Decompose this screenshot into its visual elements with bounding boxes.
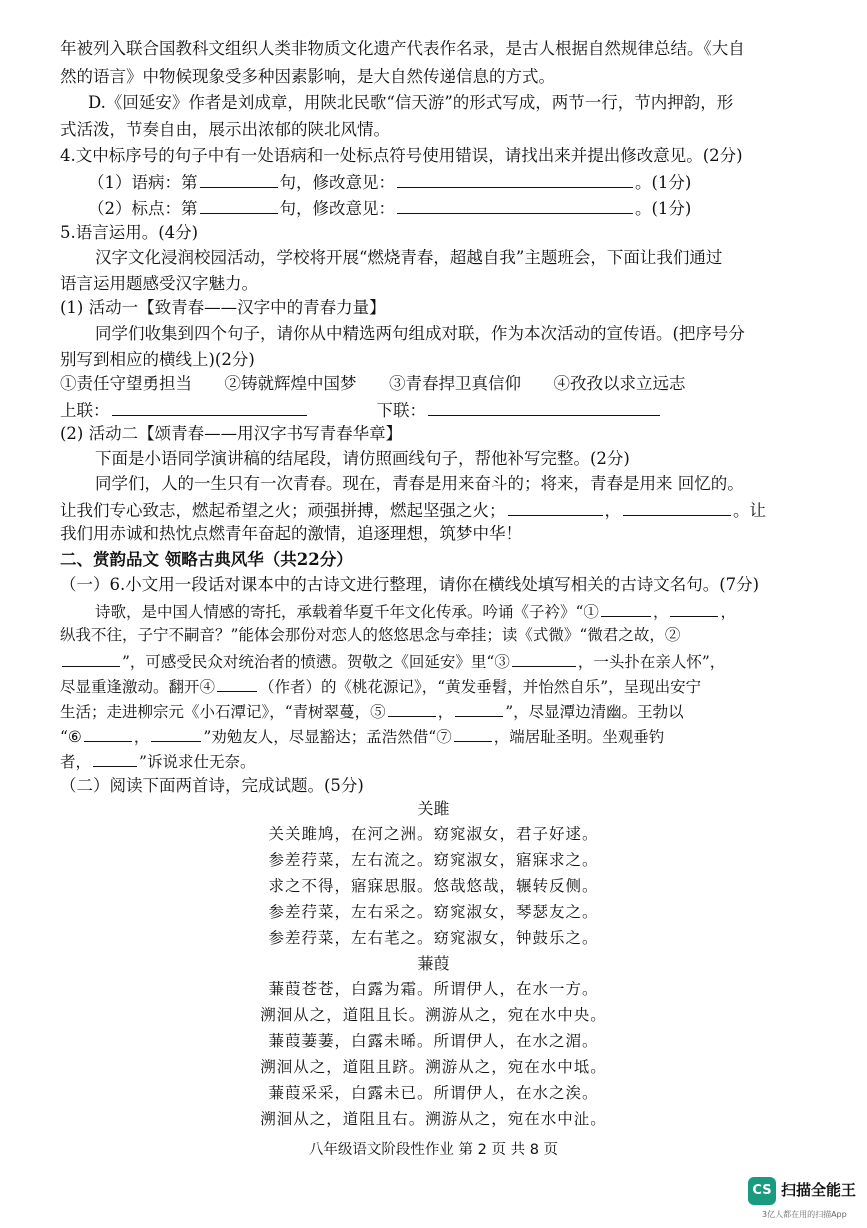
camscanner-logo-icon: CS (748, 1177, 776, 1205)
activity-2-title: (2) 活动二【颂青春——用汉字书写青春华章】 (60, 424, 403, 443)
q4-2-end: 。(1分) (635, 199, 692, 218)
q4-1-end: 。(1分) (635, 173, 692, 192)
answer-blank[interactable] (623, 498, 731, 516)
text-line: 纵我不往，子宁不嗣音？”能体会那份对恋人的悠悠思念与牵挂；读《式微》“微君之故，② (60, 626, 681, 644)
text-line: 下面是小语同学演讲稿的结尾段，请仿照画线句子，帮他补写完整。(2分) (95, 449, 630, 468)
text-segment: ”，可感受民众对统治者的愤懑。贺敬之《回延安》里“③ (122, 653, 510, 671)
section-2-part-2: （二）阅读下面两首诗，完成试题。(5分) (60, 776, 364, 795)
q4-item-1 (88, 170, 828, 194)
option-2: ②铸就辉煌中国梦 (224, 374, 357, 393)
answer-blank[interactable] (455, 699, 503, 717)
activity-1-title: (1) 活动一【致青春——汉字中的青春力量】 (60, 298, 386, 317)
answer-blank[interactable] (388, 699, 436, 717)
answer-blank[interactable] (84, 724, 132, 742)
text-segment: 诗歌，是中国人情感的寄托，承载着华夏千年文化传承。吟诵《子衿》“① (95, 603, 599, 621)
text-line: 年被列入联合国教科文组织人类非物质文化遗产代表作名录，是古人根据自然规律总结。《大自 (60, 39, 745, 58)
answer-blank[interactable] (200, 196, 278, 214)
poem-1-line: 关关雎鸠，在河之洲。窈窕淑女，君子好逑。 (268, 825, 599, 843)
text-line (60, 498, 800, 522)
poem-2-line: 蒹葭萋萋，白露未晞。所谓伊人，在水之湄。 (268, 1032, 599, 1050)
text-segment: （作者）的《桃花源记》，“黄发垂髫，并怡然自乐”，呈现出安宁 (259, 678, 702, 696)
option-4: ④孜孜以求立远志 (553, 374, 686, 393)
couplet-answer (60, 398, 800, 422)
poem-2-line: 溯洄从之，道阻且长。溯游从之，宛在水中央。 (260, 1006, 607, 1024)
text-segment: ， (720, 603, 736, 621)
text-line (60, 724, 800, 748)
poem-2-line: 蒹葭采采，白露未已。所谓伊人，在水之涘。 (268, 1084, 599, 1102)
question-5: 5.语言运用。(4分) (60, 223, 199, 242)
text-segment: ， (133, 728, 150, 746)
poem-1-line: 参差荇菜，左右采之。窈窕淑女，琴瑟友之。 (268, 903, 599, 921)
scanner-watermark (748, 1173, 858, 1221)
upper-couplet-blank[interactable] (112, 398, 307, 416)
option-3: ③青春捍卫真信仰 (389, 374, 521, 393)
text-line: 式活泼，节奏自由，展示出浓郁的陕北风情。 (60, 120, 390, 139)
answer-blank[interactable] (512, 649, 576, 667)
text-segment: 生活；走进柳宗元《小石潭记》，“青树翠蔓，⑤ (60, 703, 386, 721)
poem-2-line: 溯洄从之，道阻且右。溯游从之，宛在水中沚。 (260, 1110, 607, 1128)
question-4: 4.文中标序号的句子中有一处语病和一处标点符号使用错误，请找出来并提出修改意见。(2分) (60, 146, 743, 165)
answer-blank[interactable] (601, 599, 651, 617)
page-footer: 八年级语文阶段性作业 第 2 页 共 8 页 (308, 1142, 559, 1158)
q4-2-mid: 句，修改意见： (279, 199, 395, 218)
poem-2-line: 蒹葭苍苍，白露为霜。所谓伊人，在水一方。 (268, 980, 599, 998)
poem-1-title: 关雎 (417, 799, 450, 818)
poem-2-title: 蒹葭 (417, 954, 450, 973)
answer-blank[interactable] (454, 724, 492, 742)
text-segment: 者， (60, 753, 92, 771)
text-line (60, 649, 800, 673)
text-line: 同学们，人的一生只有一次青春。现在，青春是用来奋斗的；将来，青春是用来 回忆的。 (95, 474, 744, 493)
q4-item-2 (88, 196, 828, 220)
text-line (60, 699, 800, 723)
answer-blank[interactable] (200, 170, 278, 188)
text-line: 同学们收集到四个句子，请你从中精选两句组成对联，作为本次活动的宣传语。(把序号分 (95, 324, 745, 343)
text-segment: ”，尽显潭边清幽。王勃以 (505, 703, 684, 721)
answer-blank[interactable] (62, 649, 120, 667)
lower-couplet-blank[interactable] (428, 398, 660, 416)
text-line (60, 749, 800, 773)
answer-blank[interactable] (93, 749, 137, 767)
poem-1-line: 参差荇菜，左右流之。窈窕淑女，寤寐求之。 (268, 851, 599, 869)
answer-blank[interactable] (508, 498, 603, 516)
poem-1-line: 求之不得，寤寐思服。悠哉悠哉，辗转反侧。 (268, 877, 599, 895)
watermark-name: 扫描全能王 (781, 1181, 857, 1199)
text-segment: ，端居耻圣明。坐观垂钓 (493, 728, 665, 746)
text-segment: 尽显重逢激动。翻开④ (60, 678, 216, 696)
text-line: 语言运用题感受汉字魅力。 (60, 274, 258, 293)
text-line (95, 599, 835, 623)
lower-couplet-label: 下联： (376, 401, 426, 420)
answer-blank[interactable] (397, 170, 633, 188)
text-segment: ， (604, 501, 621, 520)
text-line (60, 674, 800, 698)
text-segment: ”诉说求仕无奈。 (139, 753, 256, 771)
text-segment: “⑥ (60, 728, 82, 746)
q4-1-label: （1）语病：第 (88, 173, 198, 192)
text-segment: 让我们专心致志，燃起希望之火；顽强拼搏，燃起坚强之火； (60, 501, 506, 520)
section-2-heading: 二、赏韵品文 领略古典风华（共22分） (60, 550, 353, 569)
text-segment: 。让 (733, 501, 766, 520)
upper-couplet-label: 上联： (60, 401, 110, 420)
text-segment: ， (437, 703, 454, 721)
answer-blank[interactable] (151, 724, 201, 742)
text-line: 我们用赤诚和热忱点燃青年奋起的激情，追逐理想，筑梦中华！ (60, 524, 522, 543)
question-6: （一）6.小文用一段话对课本中的古诗文进行整理，请你在横线处填写相关的古诗文名句。(7分) (60, 575, 760, 594)
text-segment: ，一头扑在亲人怀”， (577, 653, 726, 671)
option-d: D.《回延安》作者是刘成章，用陕北民歌“信天游”的形式写成，两节一行，节内押韵，形 (88, 93, 734, 112)
poem-2-line: 溯洄从之，道阻且跻。溯游从之，宛在水中坻。 (260, 1058, 607, 1076)
couplet-options (60, 373, 800, 395)
answer-blank[interactable] (397, 196, 633, 214)
watermark-tagline: 3亿人都在用的扫描App (762, 1210, 847, 1219)
q4-2-label: （2）标点：第 (88, 199, 198, 218)
text-segment: ”劝勉友人，尽显豁达；孟浩然借“⑦ (203, 728, 452, 746)
q4-1-mid: 句，修改意见： (279, 173, 395, 192)
text-line: 别写到相应的横线上)(2分) (60, 350, 255, 369)
text-line: 然的语言》中物候现象受多种因素影响，是大自然传递信息的方式。 (60, 67, 555, 86)
poem-1-line: 参差荇菜，左右芼之。窈窕淑女，钟鼓乐之。 (268, 929, 599, 947)
text-segment: ， (652, 603, 669, 621)
answer-blank[interactable] (670, 599, 718, 617)
option-1: ①责任守望勇担当 (60, 374, 192, 393)
answer-blank[interactable] (217, 674, 257, 692)
text-line: 汉字文化浸润校园活动，学校将开展“燃烧青春，超越自我”主题班会，下面让我们通过 (95, 248, 723, 267)
